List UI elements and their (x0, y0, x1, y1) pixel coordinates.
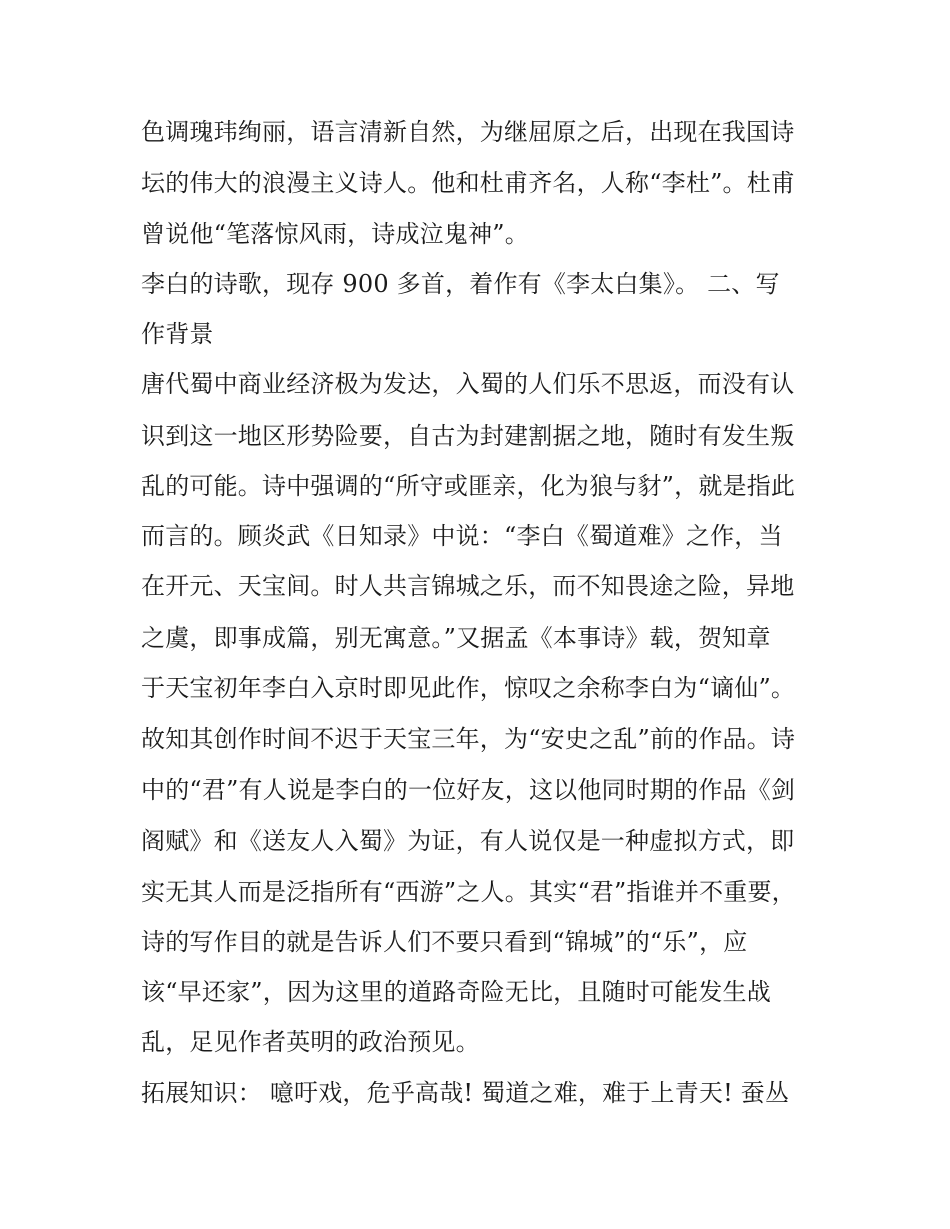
text-line: 唐代蜀中商业经济极为发达，入蜀的人们乐不思返，而没有认 (141, 370, 795, 398)
text-line: 曾说他“笔落惊风雨，诗成泣鬼神”。 (141, 220, 529, 248)
text-line: 实无其人而是泛指所有“西游”之人。其实“君”指谁并不重要， (141, 878, 796, 906)
text-line: 而言的。顾炎武《日知录》中说：“李白《蜀道难》之作，当 (141, 522, 783, 550)
text-line: 故知其创作时间不迟于天宝三年，为“安史之乱”前的作品。诗 (141, 725, 796, 753)
text-line: 中的“君”有人说是李白的一位好友，这以他同时期的作品《剑 (141, 776, 796, 804)
text-line: 色调瑰玮绚丽，语言清新自然，为继屈原之后，出现在我国诗 (141, 118, 795, 146)
text-line: 在开元、天宝间。时人共言锦城之乐，而不知畏途之险，异地 (141, 572, 795, 600)
text-line: 之虞，即事成篇，别无寓意。”又据孟《本事诗》载，贺知章 (141, 624, 771, 652)
text-line: 李白的诗歌，现存 900 多首，着作有《李太白集》。 二、写 (141, 270, 780, 298)
text-line: 识到这一地区形势险要，自古为封建割据之地，随时有发生叛 (141, 422, 795, 450)
text-line: 作背景 (141, 320, 214, 348)
text-line: 阁赋》和《送友人入蜀》为证，有人说仅是一种虚拟方式，即 (141, 827, 795, 855)
text-line: 诗的写作目的就是告诉人们不要只看到“锦城”的“乐”，应 (141, 928, 748, 956)
text-line: 乱，足见作者英明的政治预见。 (141, 1028, 480, 1056)
text-line: 乱的可能。诗中强调的“所守或匪亲，化为狼与豺”，就是指此 (141, 472, 796, 500)
text-line: 该“早还家”，因为这里的道路奇险无比，且随时可能发生战 (141, 978, 771, 1006)
text-line: 拓展知识： 噫吁戏，危乎高哉! 蜀道之难，难于上青天! 蚕丛 (141, 1079, 790, 1107)
text-line: 坛的伟大的浪漫主义诗人。他和杜甫齐名，人称“李杜”。杜甫 (141, 169, 796, 197)
text-line: 于天宝初年李白入京时即见此作，惊叹之余称李白为“谪仙”。 (141, 674, 796, 702)
